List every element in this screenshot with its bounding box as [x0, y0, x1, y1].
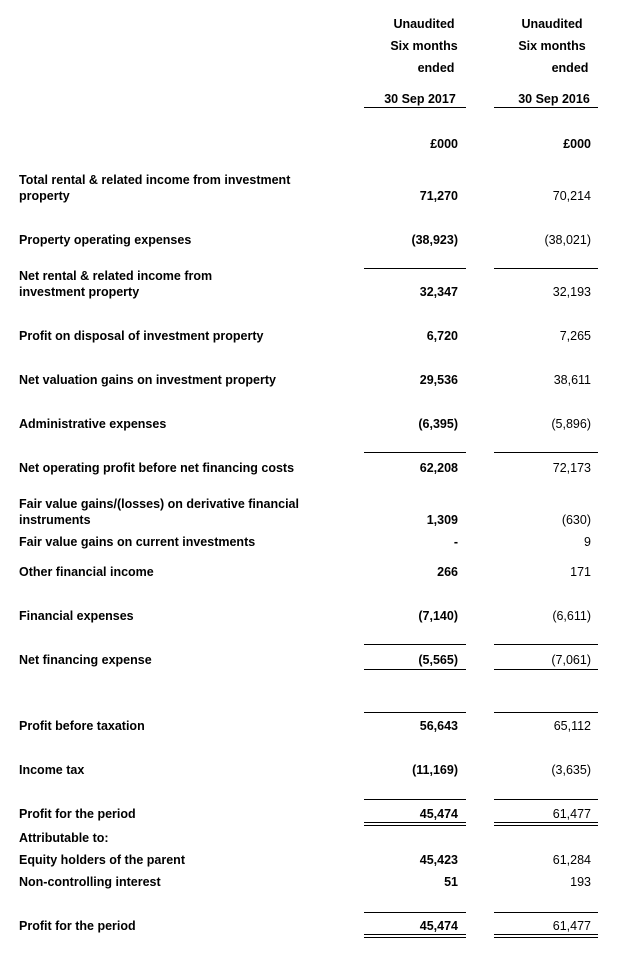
- col2-header-line1: Unaudited: [521, 17, 583, 31]
- value-2017: 29,536: [419, 373, 458, 387]
- double-rule: [364, 934, 466, 935]
- row-label: Profit for the period: [19, 807, 136, 821]
- col1-header-line3: ended: [417, 61, 455, 75]
- row-label: Net financing expense: [19, 653, 152, 667]
- value-2017: 6,720: [426, 329, 458, 343]
- subtotal-rule: [494, 712, 598, 713]
- value-2016: 171: [570, 565, 591, 579]
- subtotal-rule: [364, 799, 466, 800]
- row-label: Total rental & related income from investment: [19, 173, 291, 187]
- col2-header-line3: ended: [551, 61, 589, 75]
- row-label: instruments: [19, 513, 91, 527]
- value-2016: 38,611: [553, 373, 591, 387]
- double-rule: [364, 937, 466, 938]
- value-2017: (5,565): [418, 653, 458, 667]
- col2-header-line2: Six months: [518, 39, 586, 53]
- double-rule: [494, 934, 598, 935]
- value-2017: (7,140): [418, 609, 458, 623]
- row-label: Profit on disposal of investment property: [19, 329, 264, 343]
- underline-rule: [494, 669, 598, 670]
- value-2017: 62,208: [419, 461, 458, 475]
- row-label: investment property: [19, 285, 140, 299]
- double-rule: [364, 825, 466, 826]
- row-label: Fair value gains/(losses) on derivative financial: [19, 497, 299, 511]
- value-2017: 1,309: [426, 513, 458, 527]
- value-2016: (6,611): [552, 609, 591, 623]
- col2-unit: £000: [563, 137, 591, 151]
- col1-unit: £000: [430, 137, 458, 151]
- row-label: Non-controlling interest: [19, 875, 161, 889]
- double-rule: [494, 825, 598, 826]
- value-2017: 56,643: [419, 719, 458, 733]
- value-2016: 72,173: [552, 461, 591, 475]
- value-2017: (11,169): [412, 763, 458, 777]
- subtotal-rule: [494, 799, 598, 800]
- row-label: Other financial income: [19, 565, 154, 579]
- value-2017: (6,395): [418, 417, 458, 431]
- value-2017: 71,270: [419, 189, 458, 203]
- value-2016: 61,477: [552, 807, 591, 821]
- value-2016: (38,021): [544, 233, 591, 247]
- row-label: Financial expenses: [19, 609, 134, 623]
- underline-rule: [364, 669, 466, 670]
- value-2017: 45,474: [419, 807, 458, 821]
- col2-header-rule: [494, 107, 598, 108]
- value-2017: -: [453, 535, 458, 549]
- value-2016: 32,193: [552, 285, 591, 299]
- subtotal-rule: [364, 452, 466, 453]
- subtotal-rule: [494, 268, 598, 269]
- row-label: property: [19, 189, 70, 203]
- value-2016: (7,061): [551, 653, 591, 667]
- row-label: Net operating profit before net financing costs: [19, 461, 295, 475]
- double-rule: [364, 822, 466, 823]
- row-label: Profit before taxation: [19, 719, 145, 733]
- double-rule: [494, 937, 598, 938]
- row-label: Administrative expenses: [19, 417, 167, 431]
- value-2016: (3,635): [551, 763, 591, 777]
- subtotal-rule: [364, 644, 466, 645]
- row-label: Attributable to:: [19, 831, 109, 845]
- value-2017: (38,923): [411, 233, 458, 247]
- subtotal-rule: [494, 644, 598, 645]
- value-2017: 51: [444, 875, 458, 889]
- double-rule: [494, 822, 598, 823]
- value-2016: 9: [584, 535, 591, 549]
- value-2016: (5,896): [551, 417, 591, 431]
- value-2016: 65,112: [553, 719, 591, 733]
- subtotal-rule: [364, 268, 466, 269]
- row-label: Fair value gains on current investments: [19, 535, 256, 549]
- row-label: Net rental & related income from: [19, 269, 213, 283]
- col2-header-date: 30 Sep 2016: [518, 92, 590, 106]
- row-label: Property operating expenses: [19, 233, 192, 247]
- subtotal-rule: [494, 452, 598, 453]
- value-2017: 266: [437, 565, 458, 579]
- row-label: Income tax: [19, 763, 85, 777]
- value-2016: 7,265: [559, 329, 591, 343]
- col1-header-line1: Unaudited: [393, 17, 455, 31]
- subtotal-rule: [364, 912, 466, 913]
- row-label: Equity holders of the parent: [19, 853, 185, 867]
- row-label: Net valuation gains on investment property: [19, 373, 276, 387]
- subtotal-rule: [494, 912, 598, 913]
- col1-header-line2: Six months: [390, 39, 458, 53]
- value-2016: (630): [561, 513, 591, 527]
- subtotal-rule: [364, 712, 466, 713]
- value-2016: 193: [570, 875, 591, 889]
- value-2016: 70,214: [552, 189, 591, 203]
- value-2016: 61,477: [552, 919, 591, 933]
- row-label: Profit for the period: [19, 919, 136, 933]
- col1-header-date: 30 Sep 2017: [384, 92, 456, 106]
- value-2017: 45,423: [419, 853, 458, 867]
- value-2017: 45,474: [419, 919, 458, 933]
- value-2016: 61,284: [552, 853, 591, 867]
- value-2017: 32,347: [419, 285, 458, 299]
- col1-header-rule: [364, 107, 466, 108]
